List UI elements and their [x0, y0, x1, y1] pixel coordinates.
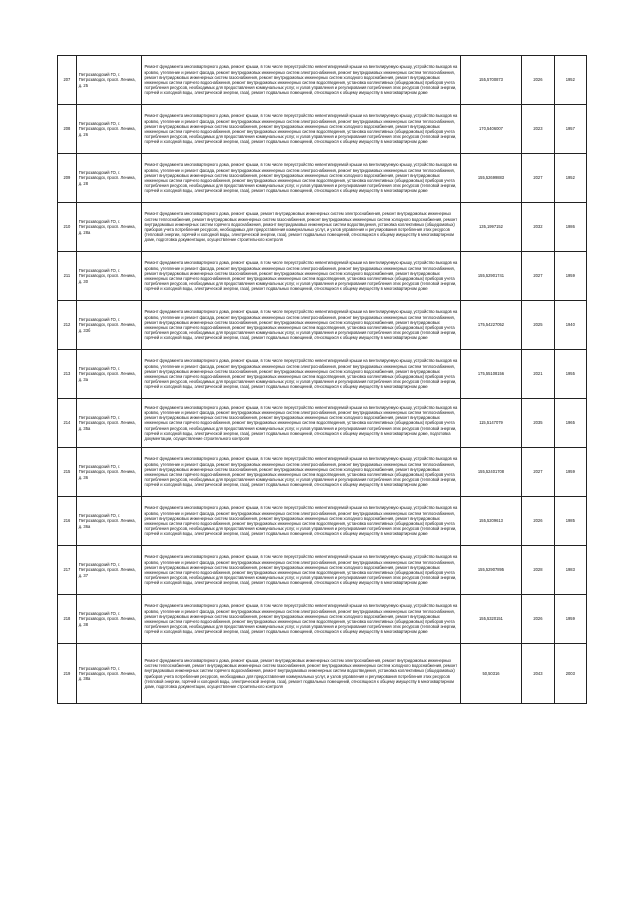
row-address: Петрозаводский ГО, г. Петрозаводск, просп. Ленина, д. 28а: [76, 203, 142, 252]
row-cost: 170,5406007: [460, 105, 522, 154]
row-address: Петрозаводский ГО, г. Петрозаводск, просп. Ленина, д. 30: [76, 252, 142, 301]
row-number: 213: [58, 350, 77, 399]
row-year-plan: 2026: [522, 497, 554, 546]
row-year-built: 1986: [554, 203, 586, 252]
row-number: 218: [58, 595, 77, 644]
row-cost: 155,5320151: [460, 595, 522, 644]
row-year-built: 1959: [554, 252, 586, 301]
row-number: 208: [58, 105, 77, 154]
table-row: [58, 546, 587, 595]
row-address: Петрозаводский ГО, г. Петрозаводск, просп. Ленина, д. 28: [76, 154, 142, 203]
row-year-built: 1965: [554, 399, 586, 448]
row-works: Ремонт фундамента многоквартирного дома, ремонт крыши, в том числе переустройство невентилируемой крыши на вентилируемую крышу, устройство выходов на кровлю, утепление и ремонт фасада, ремонт внутридомовых инженерных систем электроснабжения, ремонт внутридомовых инженерных систем теплоснабжения, ремонт внутридомовых инженерных систем газоснабжения, ремонт внутридомовых инженерных систем холодного водоснабжения, ремонт внутридомовых инженерных систем горячего водоснабжения, ремонт внутридомовых инженерных систем водоотведения, установка коллективных (общедомовых) приборов учета потребления ресурсов, необходимых для предоставления коммунальных услуг, и узлов управления и регулирования потребления этих ресурсов (тепловой энергии, горячей и холодной воды, электрической энергии, газа), ремонт подвальных помещений, относящихся к общему имуществу в многоквартирном доме: [142, 448, 460, 497]
table-row: [58, 56, 587, 105]
row-cost: 155,52401708: [460, 448, 522, 497]
row-number: 210: [58, 203, 77, 252]
row-year-built: 1983: [554, 546, 586, 595]
table-row: [58, 644, 587, 704]
row-cost: 115,5147079: [460, 399, 522, 448]
row-year-built: 1940: [554, 301, 586, 350]
table-row: [58, 203, 587, 252]
table-row: [58, 448, 587, 497]
row-year-plan: 2027: [522, 252, 554, 301]
row-works: Ремонт фундамента многоквартирного дома, ремонт крыши, в том числе переустройство невентилируемой крыши на вентилируемую крышу, устройство выходов на кровлю, утепление и ремонт фасада, ремонт внутридомовых инженерных систем электроснабжения, ремонт внутридомовых инженерных систем теплоснабжения, ремонт внутридомовых инженерных систем газоснабжения, ремонт внутридомовых инженерных систем холодного водоснабжения, ремонт внутридомовых инженерных систем горячего водоснабжения, ремонт внутридомовых инженерных систем водоотведения, установка коллективных (общедомовых) приборов учета потребления ресурсов, необходимых для предоставления коммунальных услуг, и узлов управления и регулирования потребления этих ресурсов (тепловой энергии, горячей и холодной воды, электрической энергии, газа), ремонт подвальных помещений, относящихся к общему имуществу в многоквартирном доме: [142, 595, 460, 644]
row-number: 217: [58, 546, 77, 595]
row-number: 214: [58, 399, 77, 448]
table-row: [58, 301, 587, 350]
row-address: Петрозаводский ГО, г. Петрозаводск, просп. Ленина, д. 38а: [76, 644, 142, 704]
row-number: 219: [58, 644, 77, 704]
row-year-plan: 2043: [522, 644, 554, 704]
row-year-plan: 2032: [522, 203, 554, 252]
row-year-plan: 2027: [522, 154, 554, 203]
row-works: Ремонт фундамента многоквартирного дома, ремонт крыши, в том числе переустройство невентилируемой крыши на вентилируемую крышу, устройство выходов на кровлю, утепление и ремонт фасада, ремонт внутридомовых инженерных систем электроснабжения, ремонт внутридомовых инженерных систем теплоснабжения, ремонт внутридомовых инженерных систем газоснабжения, ремонт внутридомовых инженерных систем холодного водоснабжения, ремонт внутридомовых инженерных систем горячего водоснабжения, ремонт внутридомовых инженерных систем водоотведения, установка коллективных (общедомовых) приборов учета потребления ресурсов, необходимых для предоставления коммунальных услуг, и узлов управления и регулирования потребления этих ресурсов (тепловой энергии, горячей и холодной воды, электрической энергии, газа), ремонт подвальных помещений, относящихся к общему имуществу в многоквартирном доме: [142, 105, 460, 154]
row-year-built: 1959: [554, 448, 586, 497]
table-row: [58, 105, 587, 154]
row-cost: 155,52699883: [460, 154, 522, 203]
row-year-built: 1957: [554, 105, 586, 154]
row-works: Ремонт фундамента многоквартирного дома, ремонт крыши, в том числе переустройство невентилируемой крыши на вентилируемую крышу, устройство выходов на кровлю, утепление и ремонт фасада, ремонт внутридомовых инженерных систем электроснабжения, ремонт внутридомовых инженерных систем теплоснабжения, ремонт внутридомовых инженерных систем газоснабжения, ремонт внутридомовых инженерных систем холодного водоснабжения, ремонт внутридомовых инженерных систем горячего водоснабжения, ремонт внутридомовых инженерных систем водоотведения, установка коллективных (общедомовых) приборов учета потребления ресурсов, необходимых для предоставления коммунальных услуг, и узлов управления и регулирования потребления этих ресурсов (тепловой энергии, горячей и холодной воды, электрической энергии, газа), ремонт подвальных помещений, относящихся к общему имуществу в многоквартирном доме: [142, 154, 460, 203]
row-address: Петрозаводский ГО, г. Петрозаводск, просп. Ленина, д. 33б: [76, 301, 142, 350]
row-cost: 155,5209613: [460, 497, 522, 546]
row-number: 211: [58, 252, 77, 301]
row-works: Ремонт фундамента многоквартирного дома, ремонт крыши, в том числе переустройство невентилируемой крыши на вентилируемую крышу, устройство выходов на кровлю, утепление и ремонт фасада, ремонт внутридомовых инженерных систем электроснабжения, ремонт внутридомовых инженерных систем теплоснабжения, ремонт внутридомовых инженерных систем газоснабжения, ремонт внутридомовых инженерных систем холодного водоснабжения, ремонт внутридомовых инженерных систем горячего водоснабжения, ремонт внутридомовых инженерных систем водоотведения, установка коллективных (общедомовых) приборов учета потребления ресурсов, необходимых для предоставления коммунальных услуг, и узлов управления и регулирования потребления этих ресурсов (тепловой энергии, горячей и холодной воды, электрической энергии, газа), ремонт подвальных помещений, относящихся к общему имуществу в многоквартирном доме: [142, 252, 460, 301]
row-year-plan: 2025: [522, 301, 554, 350]
row-cost: 50,50316: [460, 644, 522, 704]
table-row: [58, 154, 587, 203]
row-number: 215: [58, 448, 77, 497]
row-cost: 135,1997152: [460, 203, 522, 252]
row-works: Ремонт фундамента многоквартирного дома, ремонт крыши, в том числе переустройство невентилируемой крыши на вентилируемую крышу, устройство выходов на кровлю, утепление и ремонт фасада, ремонт внутридомовых инженерных систем электроснабжения, ремонт внутридомовых инженерных систем теплоснабжения, ремонт внутридомовых инженерных систем газоснабжения, ремонт внутридомовых инженерных систем холодного водоснабжения, ремонт внутридомовых инженерных систем горячего водоснабжения, ремонт внутридомовых инженерных систем водоотведения, установка коллективных (общедомовых) приборов учета потребления ресурсов, необходимых для предоставления коммунальных услуг, и узлов управления и регулирования потребления этих ресурсов (тепловой энергии, горячей и холодной воды, электрической энергии, газа), ремонт подвальных помещений, относящихся к общему имуществу в многоквартирном доме: [142, 350, 460, 399]
row-number: 216: [58, 497, 77, 546]
row-year-plan: 2026: [522, 56, 554, 105]
row-year-plan: 2028: [522, 546, 554, 595]
row-year-plan: 2027: [522, 448, 554, 497]
row-cost: 175,54227052: [460, 301, 522, 350]
row-address: Петрозаводский ГО, г. Петрозаводск, просп. Ленина, д. 26: [76, 105, 142, 154]
row-year-plan: 2035: [522, 399, 554, 448]
row-works: Ремонт фундамента многоквартирного дома, ремонт крыши, в том числе переустройство невентилируемой крыши на вентилируемую крышу, устройство выходов на кровлю, утепление и ремонт фасада, ремонт внутридомовых инженерных систем электроснабжения, ремонт внутридомовых инженерных систем теплоснабжения, ремонт внутридомовых инженерных систем газоснабжения, ремонт внутридомовых инженерных систем холодного водоснабжения, ремонт внутридомовых инженерных систем горячего водоснабжения, ремонт внутридомовых инженерных систем водоотведения, установка коллективных (общедомовых) приборов учета потребления ресурсов, необходимых для предоставления коммунальных услуг, и узлов управления и регулирования потребления этих ресурсов (тепловой энергии, горячей и холодной воды, электрической энергии, газа), ремонт подвальных помещений, относящихся к общему имуществу в многоквартирном доме: [142, 301, 460, 350]
row-works: Ремонт фундамента многоквартирного дома, ремонт крыши, в том числе переустройство невентилируемой крыши на вентилируемую крышу, устройство выходов на кровлю, утепление и ремонт фасада, ремонт внутридомовых инженерных систем электроснабжения, ремонт внутридомовых инженерных систем теплоснабжения, ремонт внутридомовых инженерных систем газоснабжения, ремонт внутридомовых инженерных систем холодного водоснабжения, ремонт внутридомовых инженерных систем горячего водоснабжения, ремонт внутридомовых инженерных систем водоотведения, установка коллективных (общедомовых) приборов учета потребления ресурсов, необходимых для предоставления коммунальных услуг, и узлов управления и регулирования потребления этих ресурсов (тепловой энергии, горячей и холодной воды, электрической энергии, газа), ремонт подвальных помещений, относящихся к общему имуществу в многоквартирном доме: [142, 546, 460, 595]
row-cost: 155,5700873: [460, 56, 522, 105]
table-row: [58, 350, 587, 399]
row-works: Ремонт фундамента многоквартирного дома, ремонт крыши, ремонт внутридомовых инженерных систем электроснабжения, ремонт внутридомовых инженерных систем теплоснабжения, ремонт внутридомовых инженерных систем газоснабжения, ремонт внутридомовых инженерных систем холодного водоснабжения, ремонт внутридомовых инженерных систем горячего водоснабжения, ремонт внутридомовых инженерных систем водоотведения, установка коллективных (общедомовых) приборов учета потребления ресурсов, необходимых для предоставления коммунальных услуг, и узлов управления и регулирования потребления этих ресурсов (тепловой энергии, горячей и холодной воды, электрической энергии, газа), ремонт подвальных помещений, относящихся к общему имуществу в многоквартирном доме, подготовка документации, осуществление строительного контроля: [142, 644, 460, 704]
row-address: Петрозаводский ГО, г. Петрозаводск, просп. Ленина, д. 25: [76, 56, 142, 105]
row-year-plan: 2023: [522, 105, 554, 154]
row-works: Ремонт фундамента многоквартирного дома, ремонт крыши, в том числе переустройство невентилируемой крыши на вентилируемую крышу, устройство выходов на кровлю, утепление и ремонт фасада, ремонт внутридомовых инженерных систем электроснабжения, ремонт внутридомовых инженерных систем теплоснабжения, ремонт внутридомовых инженерных систем газоснабжения, ремонт внутридомовых инженерных систем холодного водоснабжения, ремонт внутридомовых инженерных систем горячего водоснабжения, ремонт внутридомовых инженерных систем водоотведения, установка коллективных (общедомовых) приборов учета потребления ресурсов, необходимых для предоставления коммунальных услуг, и узлов управления и регулирования потребления этих ресурсов (тепловой энергии, горячей и холодной воды, электрической энергии, газа), ремонт подвальных помещений, относящихся к общему имуществу в многоквартирном доме: [142, 56, 460, 105]
row-number: 212: [58, 301, 77, 350]
row-works: Ремонт фундамента многоквартирного дома, ремонт крыши, ремонт внутридомовых инженерных систем электроснабжения, ремонт внутридомовых инженерных систем теплоснабжения, ремонт внутридомовых инженерных систем газоснабжения, ремонт внутридомовых инженерных систем холодного водоснабжения, ремонт внутридомовых инженерных систем горячего водоснабжения, ремонт внутридомовых инженерных систем водоотведения, установка коллективных (общедомовых) приборов учета потребления ресурсов, необходимых для предоставления коммунальных услуг, и узлов управления и регулирования потребления этих ресурсов (тепловой энергии, горячей и холодной воды, электрической энергии, газа), ремонт подвальных помещений, относящихся к общему имуществу в многоквартирном доме, подготовка документации, осуществление строительного контроля: [142, 203, 460, 252]
row-number: 209: [58, 154, 77, 203]
row-year-built: 1955: [554, 350, 586, 399]
row-address: Петрозаводский ГО, г. Петрозаводск, просп. Ленина, д. 35а: [76, 399, 142, 448]
row-address: Петрозаводский ГО, г. Петрозаводск, просп. Ленина, д. 36а: [76, 497, 142, 546]
table-body: [58, 56, 587, 704]
row-year-built: 1952: [554, 154, 586, 203]
row-cost: 155,52907895: [460, 546, 522, 595]
row-address: Петрозаводский ГО, г. Петрозаводск, просп. Ленина, д. 36: [76, 448, 142, 497]
row-address: Петрозаводский ГО, г. Петрозаводск, просп. Ленина, д. 3а: [76, 350, 142, 399]
row-number: 207: [58, 56, 77, 105]
row-works: Ремонт фундамента многоквартирного дома, ремонт крыши, в том числе переустройство невентилируемой крыши на вентилируемую крышу, устройство выходов на кровлю, утепление и ремонт фасада, ремонт внутридомовых инженерных систем электроснабжения, ремонт внутридомовых инженерных систем теплоснабжения, ремонт внутридомовых инженерных систем газоснабжения, ремонт внутридомовых инженерных систем холодного водоснабжения, ремонт внутридомовых инженерных систем горячего водоснабжения, ремонт внутридомовых инженерных систем водоотведения, установка коллективных (общедомовых) приборов учета потребления ресурсов, необходимых для предоставления коммунальных услуг, и узлов управления и регулирования потребления этих ресурсов (тепловой энергии, горячей и холодной воды, электрической энергии, газа), ремонт подвальных помещений, относящихся к общему имуществу в многоквартирном доме: [142, 497, 460, 546]
table-row: [58, 399, 587, 448]
table-row: [58, 252, 587, 301]
row-cost: 175,55108156: [460, 350, 522, 399]
row-year-plan: 2021: [522, 350, 554, 399]
row-year-built: 1959: [554, 595, 586, 644]
row-address: Петрозаводский ГО, г. Петрозаводск, просп. Ленина, д. 38: [76, 595, 142, 644]
table-row: [58, 497, 587, 546]
row-year-built: 1985: [554, 497, 586, 546]
row-cost: 155,52901741: [460, 252, 522, 301]
row-works: Ремонт фундамента многоквартирного дома, ремонт крыши, в том числе переустройство невентилируемой крыши на вентилируемую крышу, устройство выходов на кровлю, утепление и ремонт фасада, ремонт внутридомовых инженерных систем электроснабжения, ремонт внутридомовых инженерных систем теплоснабжения, ремонт внутридомовых инженерных систем газоснабжения, ремонт внутридомовых инженерных систем холодного водоснабжения, ремонт внутридомовых инженерных систем горячего водоснабжения, ремонт внутридомовых инженерных систем водоотведения, установка коллективных (общедомовых) приборов учета потребления ресурсов, необходимых для предоставления коммунальных услуг, и узлов управления и регулирования потребления этих ресурсов (тепловой энергии, горячей и холодной воды, электрической энергии, газа), ремонт подвальных помещений, относящихся к общему имуществу в многоквартирном доме, подготовка документации, осуществление строительного контроля: [142, 399, 460, 448]
row-address: Петрозаводский ГО, г. Петрозаводск, просп. Ленина, д. 37: [76, 546, 142, 595]
row-year-built: 2003: [554, 644, 586, 704]
row-year-built: 1952: [554, 56, 586, 105]
table-row: [58, 595, 587, 644]
row-year-plan: 2026: [522, 595, 554, 644]
capital-repair-table: [57, 55, 587, 704]
